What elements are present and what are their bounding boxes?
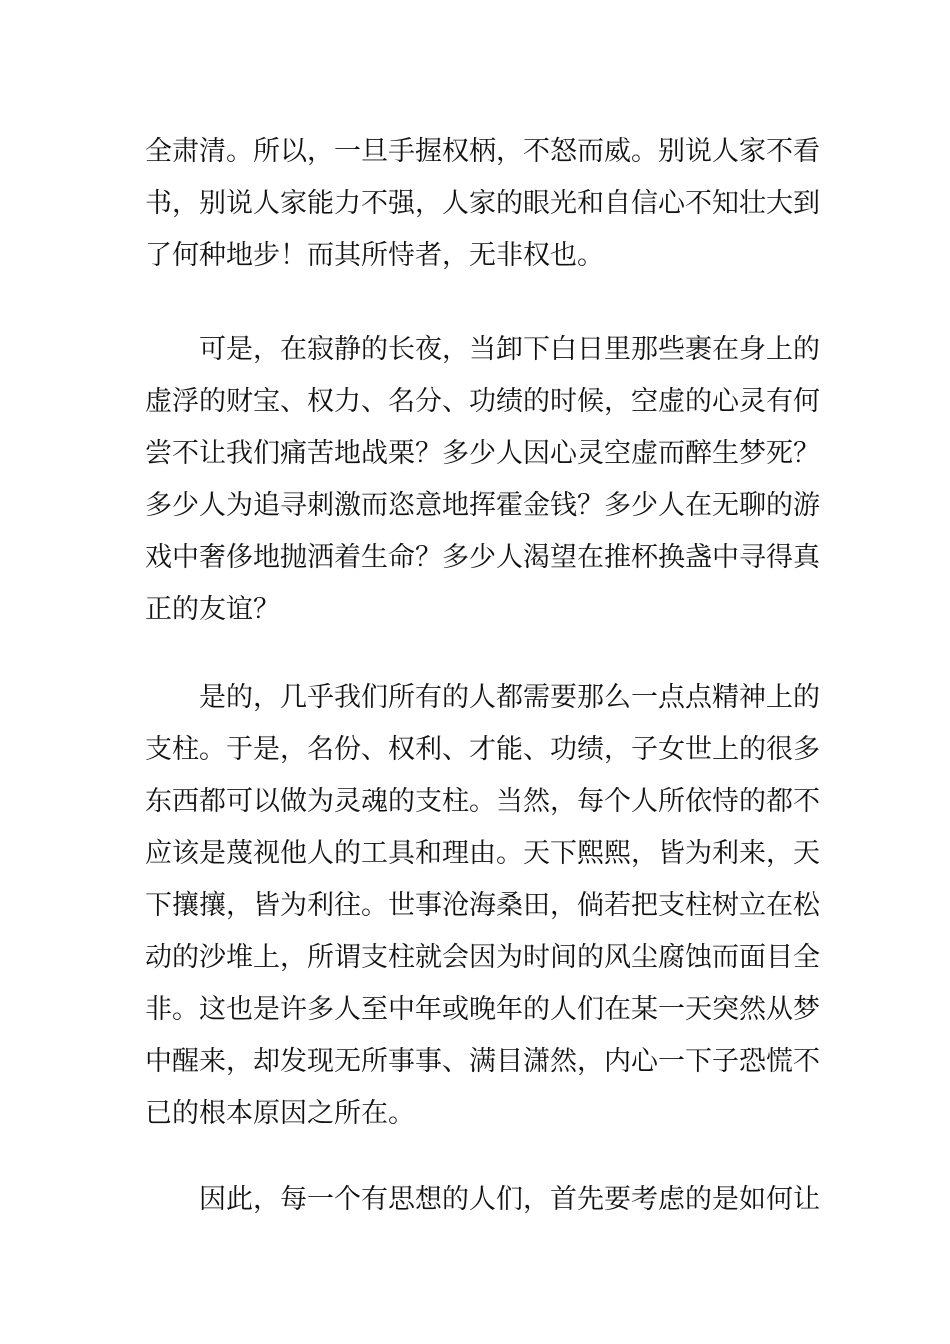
paragraph <box>145 1174 820 1226</box>
text-line: 戏中奢侈地抛洒着生命？多少人渴望在推杯换盏中寻得真 <box>145 542 820 573</box>
paragraph-continuation <box>145 126 820 282</box>
text-line: 已的根本原因之所在。 <box>145 1098 415 1129</box>
text-line: 东西都可以做为灵魂的支柱。当然，每个人所依恃的都不 <box>145 786 820 817</box>
text-line: 下攘攘，皆为利往。世事沧海桑田，倘若把支柱树立在松 <box>145 890 820 921</box>
text-line: 非。这也是许多人至中年或晚年的人们在某一天突然从梦 <box>145 994 820 1025</box>
text-line: 支柱。于是，名份、权利、才能、功绩，子女世上的很多 <box>145 734 820 765</box>
text-line: 全肃清。所以，一旦手握权柄，不怒而威。别说人家不看 <box>145 136 820 167</box>
text-line: 中醒来，却发现无所事事、满目潇然，内心一下子恐慌不 <box>145 1046 820 1077</box>
text-line-first: 因此，每一个有思想的人们，首先要考虑的是如何让 <box>199 1184 820 1215</box>
text-line: 虚浮的财宝、权力、名分、功绩的时候，空虚的心灵有何 <box>145 386 820 417</box>
text-line: 动的沙堆上，所谓支柱就会因为时间的风尘腐蚀而面目全 <box>145 942 820 973</box>
text-line: 尝不让我们痛苦地战栗？多少人因心灵空虚而醉生梦死？ <box>145 438 820 469</box>
paragraph <box>145 672 820 1140</box>
text-line: 应该是蔑视他人的工具和理由。天下熙熙，皆为利来，天 <box>145 838 820 869</box>
text-line: 正的友谊？ <box>145 594 280 625</box>
text-line: 多少人为追寻刺激而恣意地挥霍金钱？多少人在无聊的游 <box>145 490 820 521</box>
text-line: 了何种地步！而其所恃者，无非权也。 <box>145 240 604 271</box>
text-line-first: 是的，几乎我们所有的人都需要那么一点点精神上的 <box>199 682 820 713</box>
text-line: 书，别说人家能力不强，人家的眼光和自信心不知壮大到 <box>145 188 820 219</box>
text-line-first: 可是，在寂静的长夜，当卸下白日里那些裹在身上的 <box>199 334 820 365</box>
paragraph <box>145 324 820 636</box>
